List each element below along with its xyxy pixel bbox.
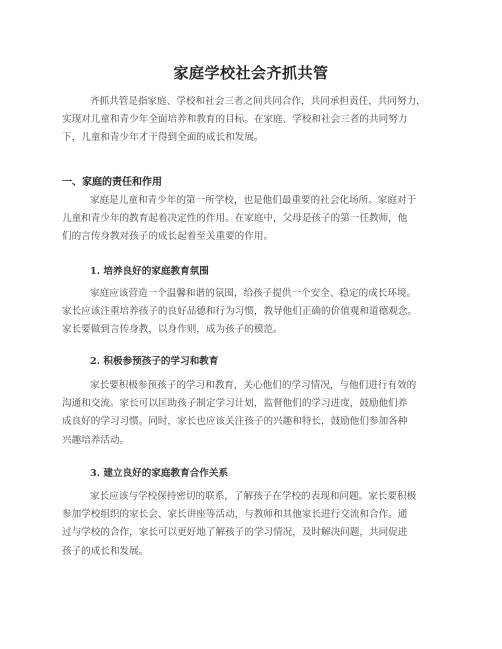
document-title: 家庭学校社会齐抓共管 <box>173 64 329 82</box>
subsection-heading: 1. 培养良好的家庭教育氛围 <box>90 266 209 277</box>
item1-line: 家庭应该营造一个温馨和谐的氛围，给孩子提供一个安全、稳定的成长环境。 <box>90 288 417 299</box>
item3-line: 过与学校的合作，家长可以更好地了解孩子的学习情况，及时解决问题，共同促进 <box>62 527 408 539</box>
item2-line: 成良好的学习习惯。同时，家长也应该关注孩子的兴趣和特长，鼓励他们参加各种 <box>62 416 408 428</box>
item3-line: 参加学校组织的家长会、家长讲座等活动，与教师和其他家长进行交流和合作。通 <box>62 509 408 521</box>
intro-line: 实现对儿童和青少年全面培养和教育的目标。在家庭、学校和社会三者的共同努力 <box>62 114 408 126</box>
section1-line: 们的言传身教对孩子的成长起着至关重要的作用。 <box>62 231 274 243</box>
item3-line: 家长应该与学校保持密切的联系，了解孩子在学校的表现和问题。家长要积极 <box>90 491 417 502</box>
section-heading: 一、家庭的责任和作用 <box>62 177 162 188</box>
intro-line: 齐抓共管是指家庭、学校和社会三者之间共同合作，共同承担责任，共同努力， <box>90 96 426 107</box>
item1-line: 家长要做到言传身教，以身作则，成为孩子的模范。 <box>62 324 283 336</box>
item3-paragraph <box>62 488 416 561</box>
item3-line: 孩子的成长和发展。 <box>62 545 149 557</box>
subsection-heading: 3. 建立良好的家庭教育合作关系 <box>90 468 229 479</box>
item2-paragraph <box>62 377 416 450</box>
item1-paragraph <box>62 285 417 340</box>
intro-paragraph <box>62 93 426 148</box>
item2-line: 家长要积极参预孩子的学习和教育，关心他们的学习情况，与他们进行有效的 <box>90 380 417 391</box>
item1-line: 家长应该注重培养孩子的良好品德和行为习惯，教导他们正确的价值观和道德观念。 <box>62 306 417 318</box>
section1-paragraph <box>62 192 416 247</box>
section1-line: 家庭是儿童和青少年的第一所学校，也是他们最重要的社会化场所。家庭对于 <box>90 195 417 206</box>
item2-line: 沟通和交流。家长可以匡助孩子制定学习计划，监督他们的学习进度，鼓励他们养 <box>62 398 408 410</box>
intro-line: 下，儿童和青少年才干得到全面的成长和发展。 <box>62 132 264 144</box>
subsection-heading: 2. 积极参预孩子的学习和教育 <box>90 356 219 367</box>
section1-line: 儿童和青少年的教育起着决定性的作用。在家庭中，父母是孩子的第一任教师，他 <box>62 213 408 225</box>
item2-line: 兴趣培养活动。 <box>62 434 130 446</box>
